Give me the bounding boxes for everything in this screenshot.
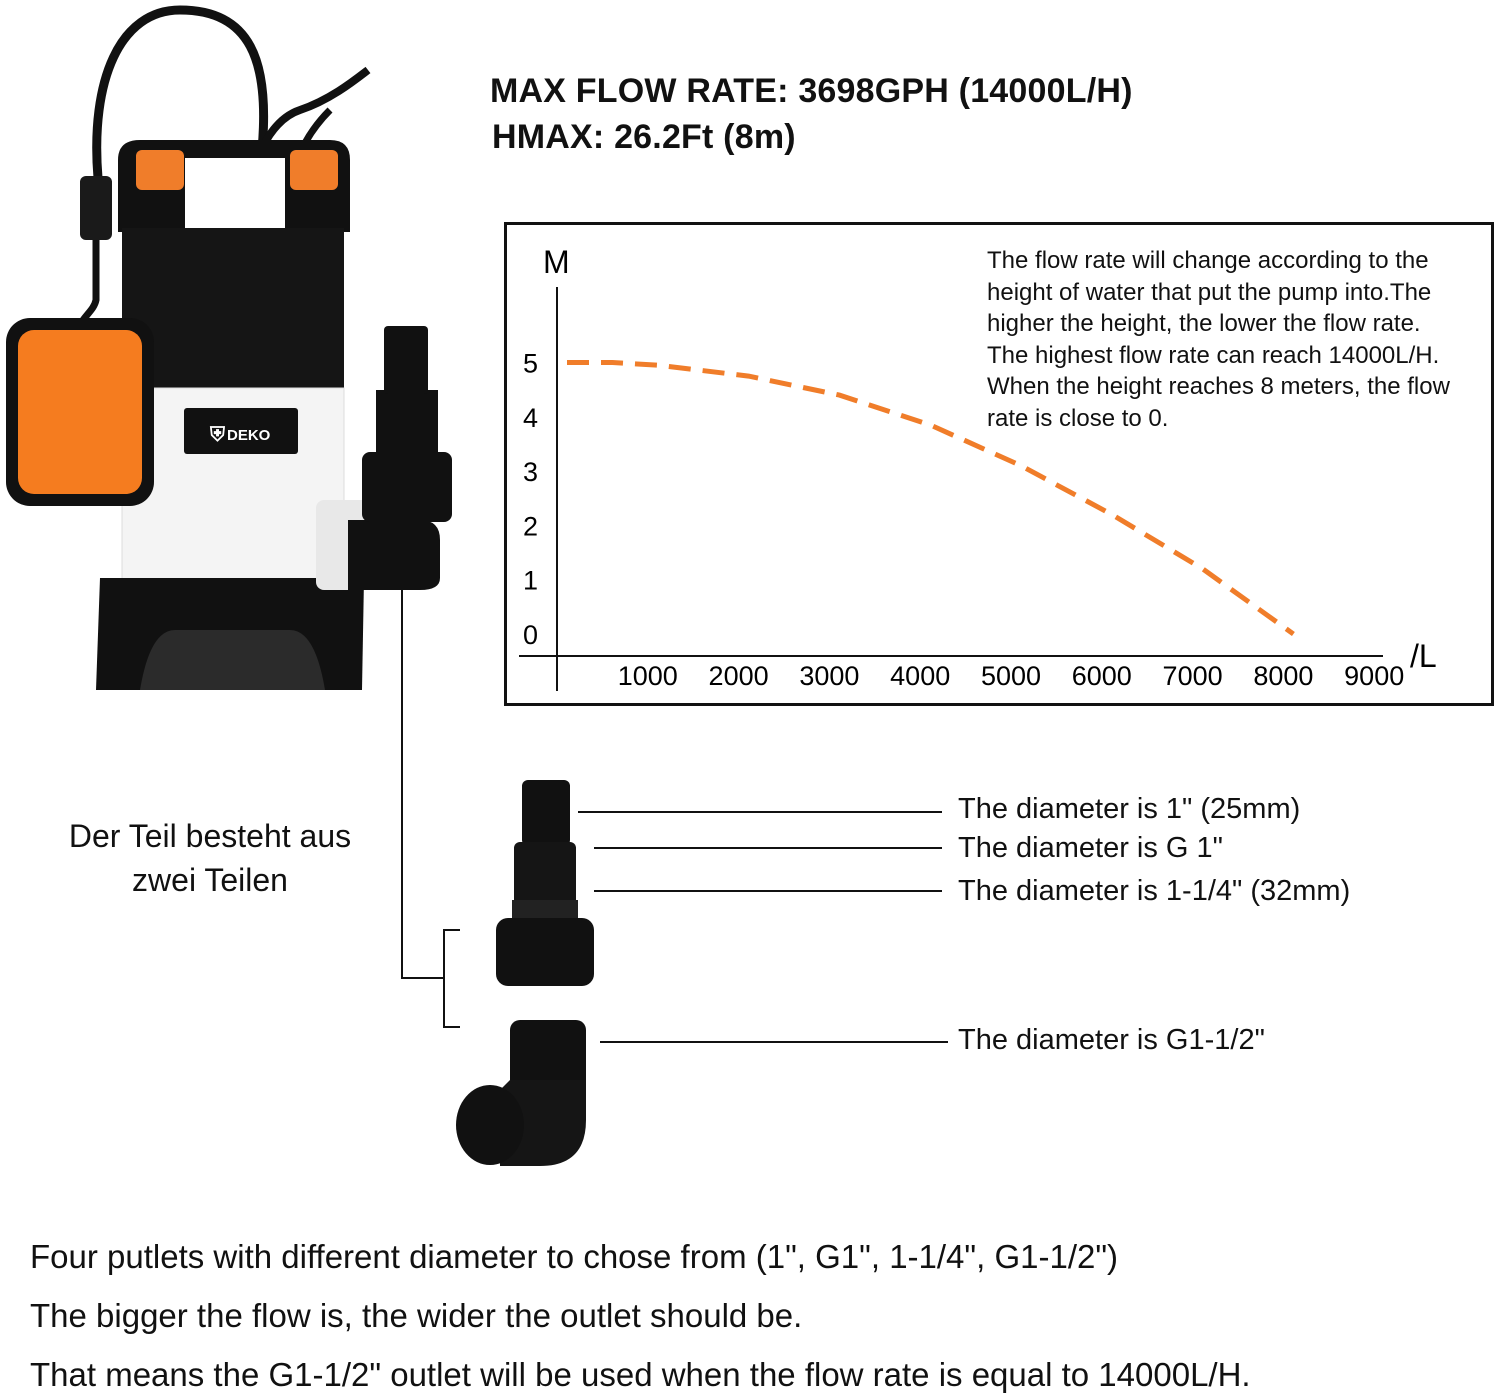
bottom-text-line: The bigger the flow is, the wider the outlet should be.: [30, 1297, 803, 1334]
pump-body-top: [122, 228, 344, 388]
bracket: [444, 930, 460, 1027]
chart-note-line: The highest flow rate can reach 14000L/H.: [987, 341, 1440, 369]
chart-note-line: height of water that put the pump into.The: [987, 278, 1432, 306]
y-tick-label: 0: [522, 620, 538, 650]
y-tick-label: 5: [522, 348, 538, 379]
callout-1in: The diameter is 1" (25mm): [958, 793, 1301, 825]
y-tick-label: 4: [522, 402, 538, 433]
chart-note-line: rate is close to 0.: [987, 404, 1169, 432]
german-note: [40, 814, 380, 902]
svg-text:⛨: ⛨: [210, 424, 225, 446]
callout-lines: [570, 800, 960, 1060]
callout-g1: The diameter is G 1": [958, 832, 1223, 864]
y-tick-label: 2: [522, 511, 538, 542]
brand-logo: DEKO: [227, 427, 271, 444]
x-tick-label: 4000: [890, 661, 951, 691]
x-tick-label: 5000: [980, 661, 1042, 691]
max-flow-rate: MAX FLOW RATE: 3698GPH (14000L/H): [490, 72, 1133, 110]
x-tick-label: 3000: [799, 661, 860, 691]
hmax: HMAX: 26.2Ft (8m): [492, 118, 796, 156]
elbow-fitting: [456, 1020, 586, 1166]
callout-g1-1-2: The diameter is G1-1/2": [958, 1024, 1265, 1056]
x-axis-label: /L: [1410, 638, 1437, 674]
german-note-line: zwei Teilen: [132, 862, 288, 898]
x-tick-label: 7000: [1162, 661, 1223, 691]
callout-1-1-4: The diameter is 1-1/4" (32mm): [958, 875, 1351, 907]
y-tick-label: 1: [522, 565, 538, 596]
chart-note: [987, 245, 1450, 435]
x-tick-label: 8000: [1253, 661, 1314, 691]
chart-note-line: When the height reaches 8 meters, the flow: [987, 373, 1450, 401]
outlet-connector: [362, 452, 452, 522]
bottom-text-line: Four putlets with different diameter to chose from (1", G1", 1-1/4", G1-1/2"): [30, 1238, 1119, 1275]
x-tick-label: 9000: [1344, 661, 1405, 691]
x-tick-label: 2000: [708, 661, 769, 691]
y-axis-label: M: [543, 244, 570, 280]
german-note-line: Der Teil besteht aus: [68, 818, 352, 854]
x-tick-label: 6000: [1071, 661, 1132, 691]
chart-frame: [504, 222, 1494, 706]
x-tick-label: 1000: [617, 661, 678, 691]
connector-line: [402, 580, 444, 978]
cable-clip: [80, 176, 112, 240]
y-tick-label: 3: [522, 457, 538, 488]
chart-note-line: The flow rate will change according to the: [987, 247, 1429, 274]
chart-note-line: higher the height, the lower the flow rate.: [987, 310, 1421, 338]
bottom-text-line: That means the G1-1/2" outlet will be used when the flow rate is equal to 14000L/H.: [30, 1356, 1251, 1393]
